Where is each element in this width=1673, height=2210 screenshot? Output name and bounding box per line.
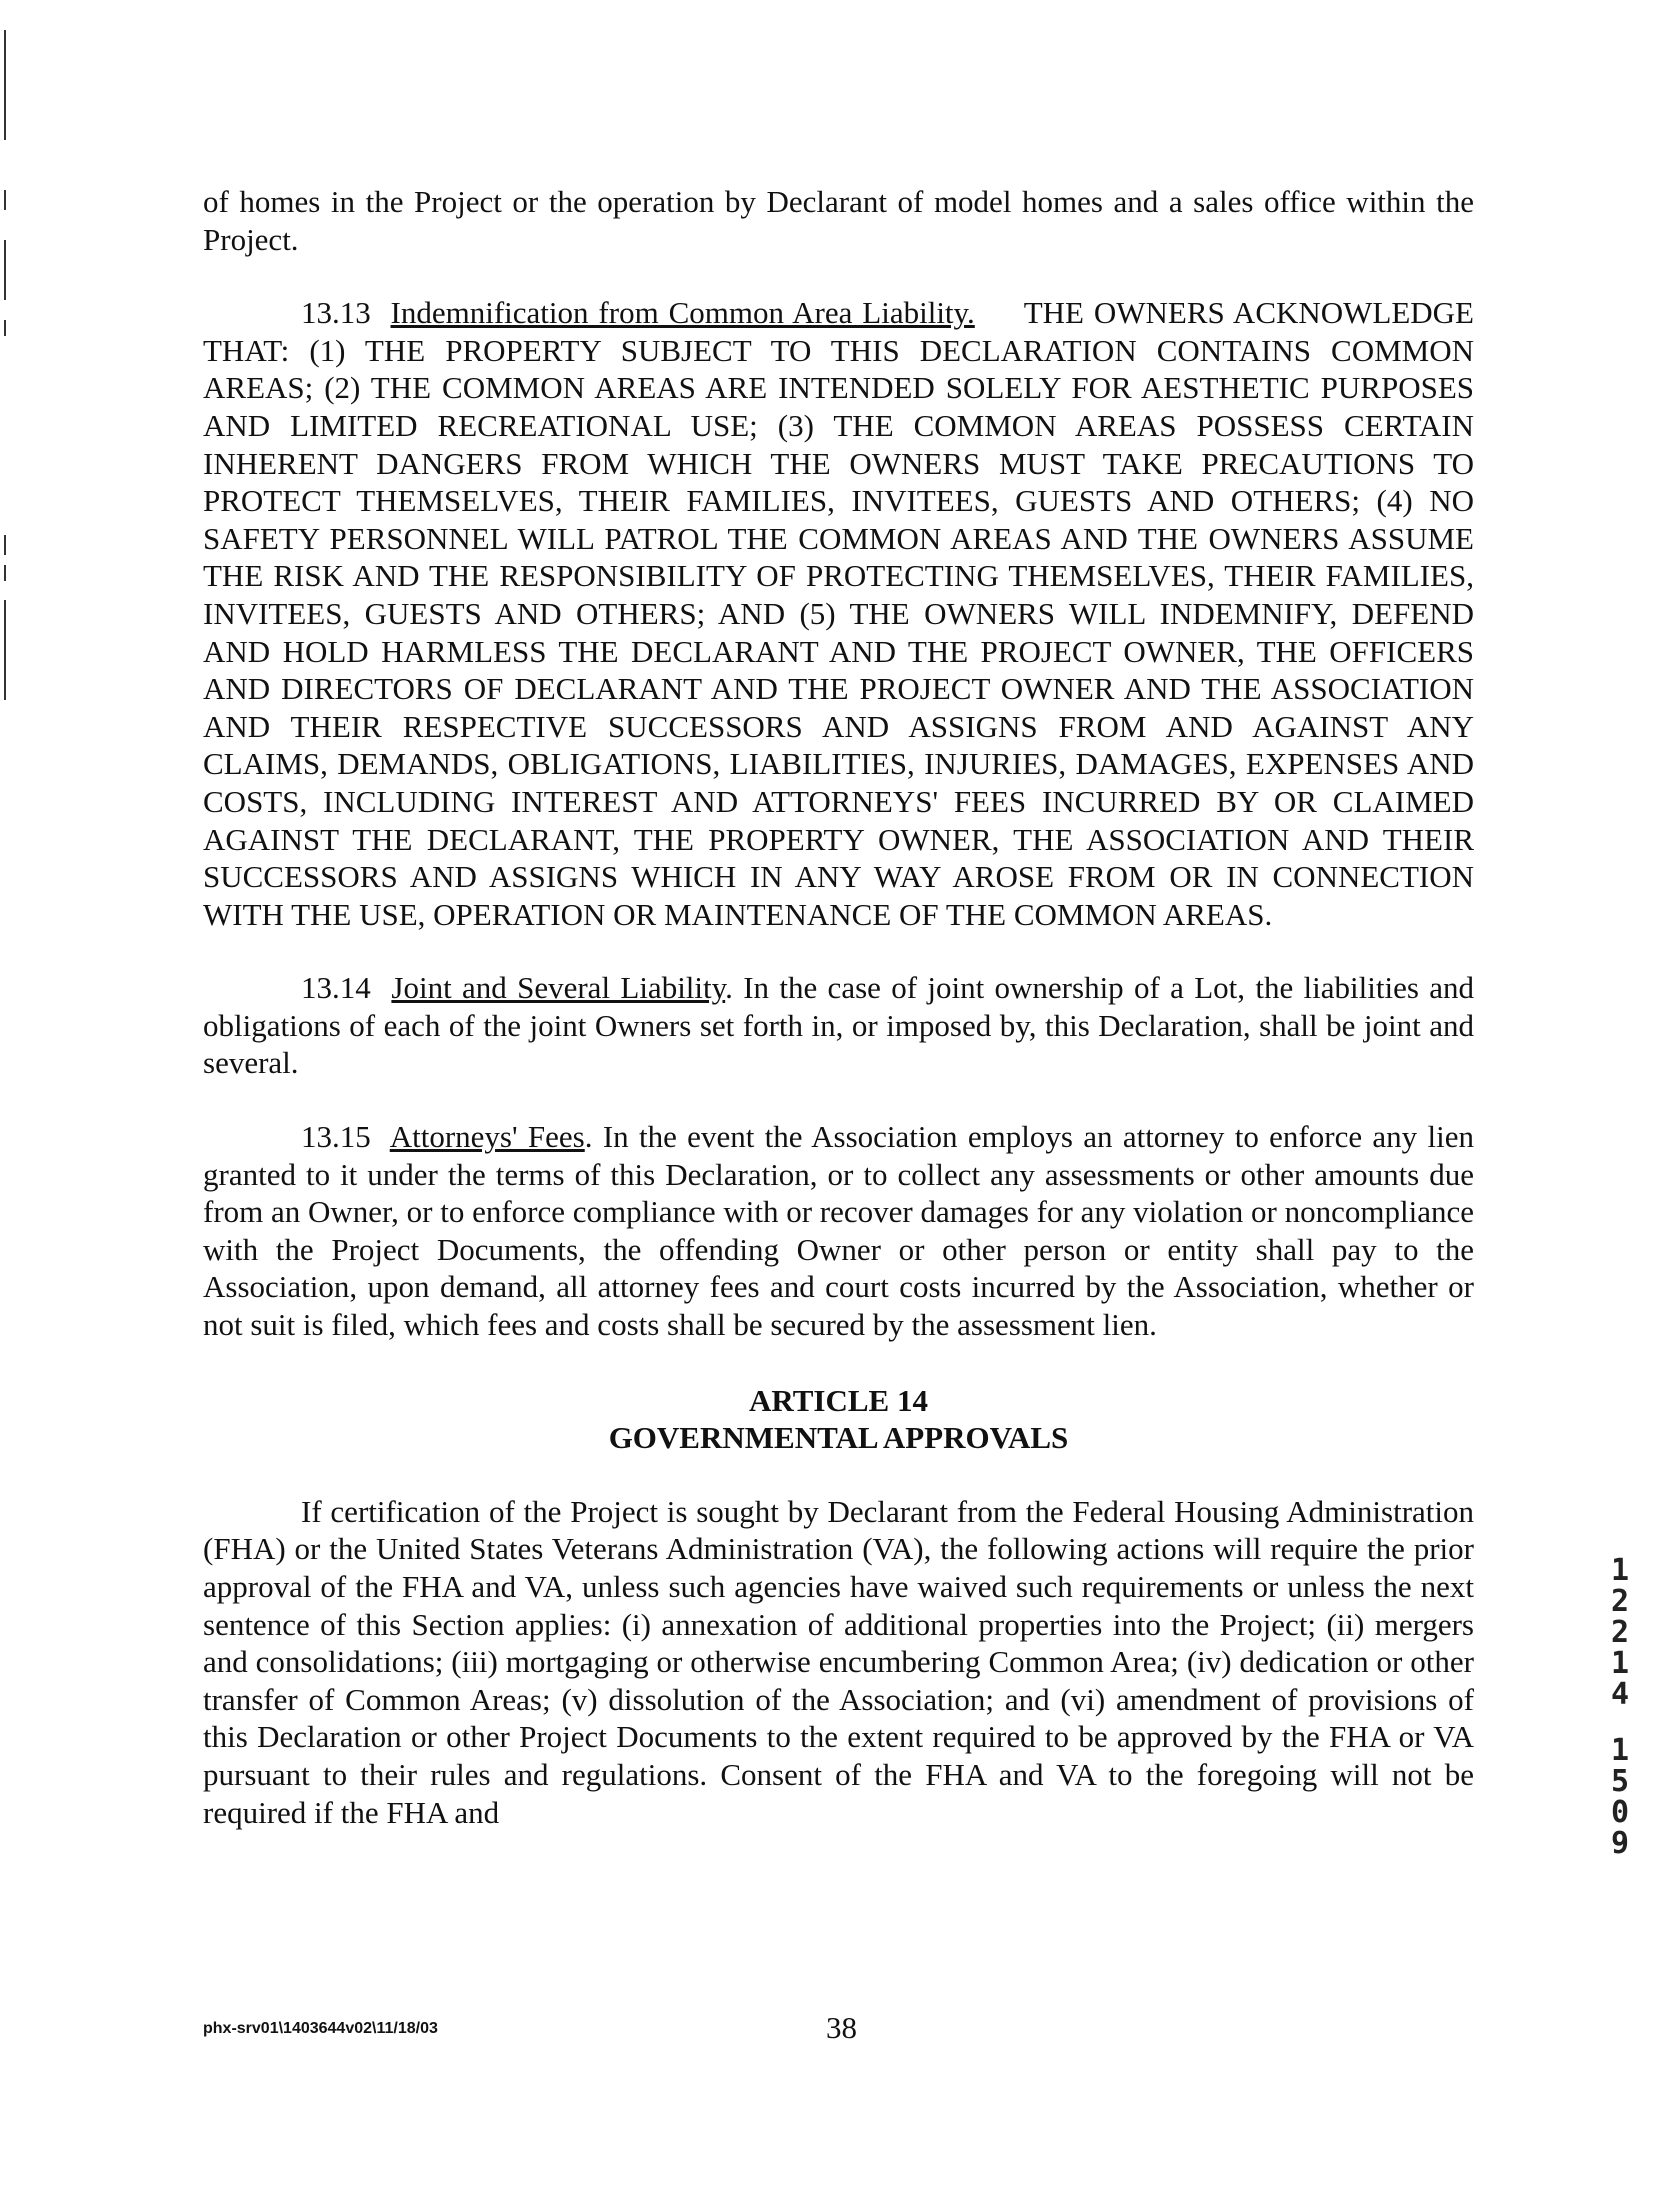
document-body [203, 183, 1474, 1831]
recording-stamp-lower [1600, 1735, 1640, 1859]
margin-mark [4, 190, 6, 210]
footer-document-id: phx-srv01\1403644v02\11/18/03 [203, 2020, 438, 2037]
stamp-digit: 4 [1610, 1677, 1630, 1712]
section-13-15 [203, 1118, 1474, 1344]
stamp-digit: 9 [1610, 1826, 1630, 1861]
stamp-digit: 1 [1610, 1733, 1630, 1768]
margin-mark [4, 320, 6, 336]
margin-mark [4, 565, 6, 581]
section-number: 13.13 [301, 295, 371, 331]
section-13-13 [203, 294, 1474, 933]
margin-mark [4, 240, 6, 300]
section-heading: Joint and Several Liability [391, 970, 726, 1006]
stamp-digit: 2 [1610, 1615, 1630, 1650]
recording-stamp-upper [1600, 1555, 1640, 1710]
section-number: 13.15 [301, 1119, 371, 1155]
article-number: ARTICLE 14 [749, 1382, 928, 1418]
page-number: 38 [826, 2010, 857, 2045]
section-13-14 [203, 969, 1474, 1082]
stamp-digit: 1 [1610, 1646, 1630, 1681]
section-number: 13.14 [301, 970, 371, 1006]
article-title: GOVERNMENTAL APPROVALS [608, 1420, 1069, 1456]
margin-mark [4, 535, 6, 555]
stamp-digit: 2 [1610, 1584, 1630, 1619]
section-body: . In the case of joint ownership of a Lot, the liabilities and obligations of each of the joint Owners set forth in, or imposed by, this Declaration, shall be joint and several. [203, 970, 1475, 1081]
article-14-body: If certification of the Project is sought by Declarant from the Federal Housing Administration (FHA) or the United States Veterans Administration (VA), the following actions will require the prior approval of the FHA and VA, unless such agencies have waived such requirements or unless the next sentence of this Section applies: (i) annexation of additional properties into the Project; (ii) mergers and consolidations; (iii) mortgaging or otherwise encumbering Common Area; (iv) dedication or other transfer of Common Areas; (v) dissolution of the Association; and (vi) amendment of provisions of this Declaration or other Project Documents to the extent required to be approved by the FHA or VA pursuant to their rules and regulations. Consent of the FHA and VA to the foregoing will not be required if the FHA and [203, 1493, 1474, 1830]
section-heading: Attorneys' Fees [389, 1119, 585, 1155]
margin-mark [4, 600, 6, 700]
stamp-digit: 0 [1610, 1795, 1630, 1830]
continued-paragraph: of homes in the Project or the operation by Declarant of model homes and a sales office within the Project. [203, 184, 1474, 257]
stamp-digit: 5 [1610, 1764, 1630, 1799]
margin-mark [4, 30, 6, 140]
section-heading: Indemnification from Common Area Liability. [390, 295, 975, 331]
section-body: . In the event the Association employs an attorney to enforce any lien granted to it under the terms of this Declaration, or to collect any assessments or other amounts due from an Owner, or to enforce compliance with or recover damages for any violation or noncompliance with the Project Documents, the offending Owner or other person or entity shall pay to the Association, upon demand, all attorney fees and court costs incurred by the Association, whether or not suit is filed, which fees and costs shall be secured by the assessment lien. [203, 1119, 1475, 1343]
article-heading [203, 1382, 1474, 1457]
section-body: THE OWNERS ACKNOWLEDGE THAT: (1) THE PROPERTY SUBJECT TO THIS DECLARATION CONTAINS COMMON AREAS; (2) THE COMMON AREAS ARE INTENDED SOLELY FOR AESTHETIC PURPOSES AND LIMITED RECREATIONAL USE; (3) THE COMMON AREAS POSSESS CERTAIN INHERENT DANGERS FROM WHICH THE OWNERS MUST TAKE PRECAUTIONS TO PROTECT THEMSELVES, THEIR FAMILIES, INVITEES, GUESTS AND OTHERS; (4) NO SAFETY PERSONNEL WILL PATROL THE COMMON AREAS AND THE OWNERS ASSUME THE RISK AND THE RESPONSIBILITY OF PROTECTING THEMSELVES, THEIR FAMILIES, INVITEES, GUESTS AND OTHERS; AND (5) THE OWNERS WILL INDEMNIFY, DEFEND AND HOLD HARMLESS THE DECLARANT AND THE PROJECT OWNER, THE OFFICERS AND DIRECTORS OF DECLARANT AND THE PROJECT OWNER AND THE ASSOCIATION AND THEIR RESPECTIVE SUCCESSORS AND ASSIGNS FROM AND AGAINST ANY CLAIMS, DEMANDS, OBLIGATIONS, LIABILITIES, INJURIES, DAMAGES, EXPENSES AND COSTS, INCLUDING INTEREST AND ATTORNEYS' FEES INCURRED BY OR CLAIMED AGAINST THE DECLARANT, THE PROPERTY OWNER, THE ASSOCIATION AND THEIR SUCCESSORS AND ASSIGNS WHICH IN ANY WAY AROSE FROM OR IN CONNECTION WITH THE USE, OPERATION OR MAINTENANCE OF THE COMMON AREAS. [203, 295, 1474, 932]
stamp-digit: 1 [1610, 1553, 1630, 1588]
